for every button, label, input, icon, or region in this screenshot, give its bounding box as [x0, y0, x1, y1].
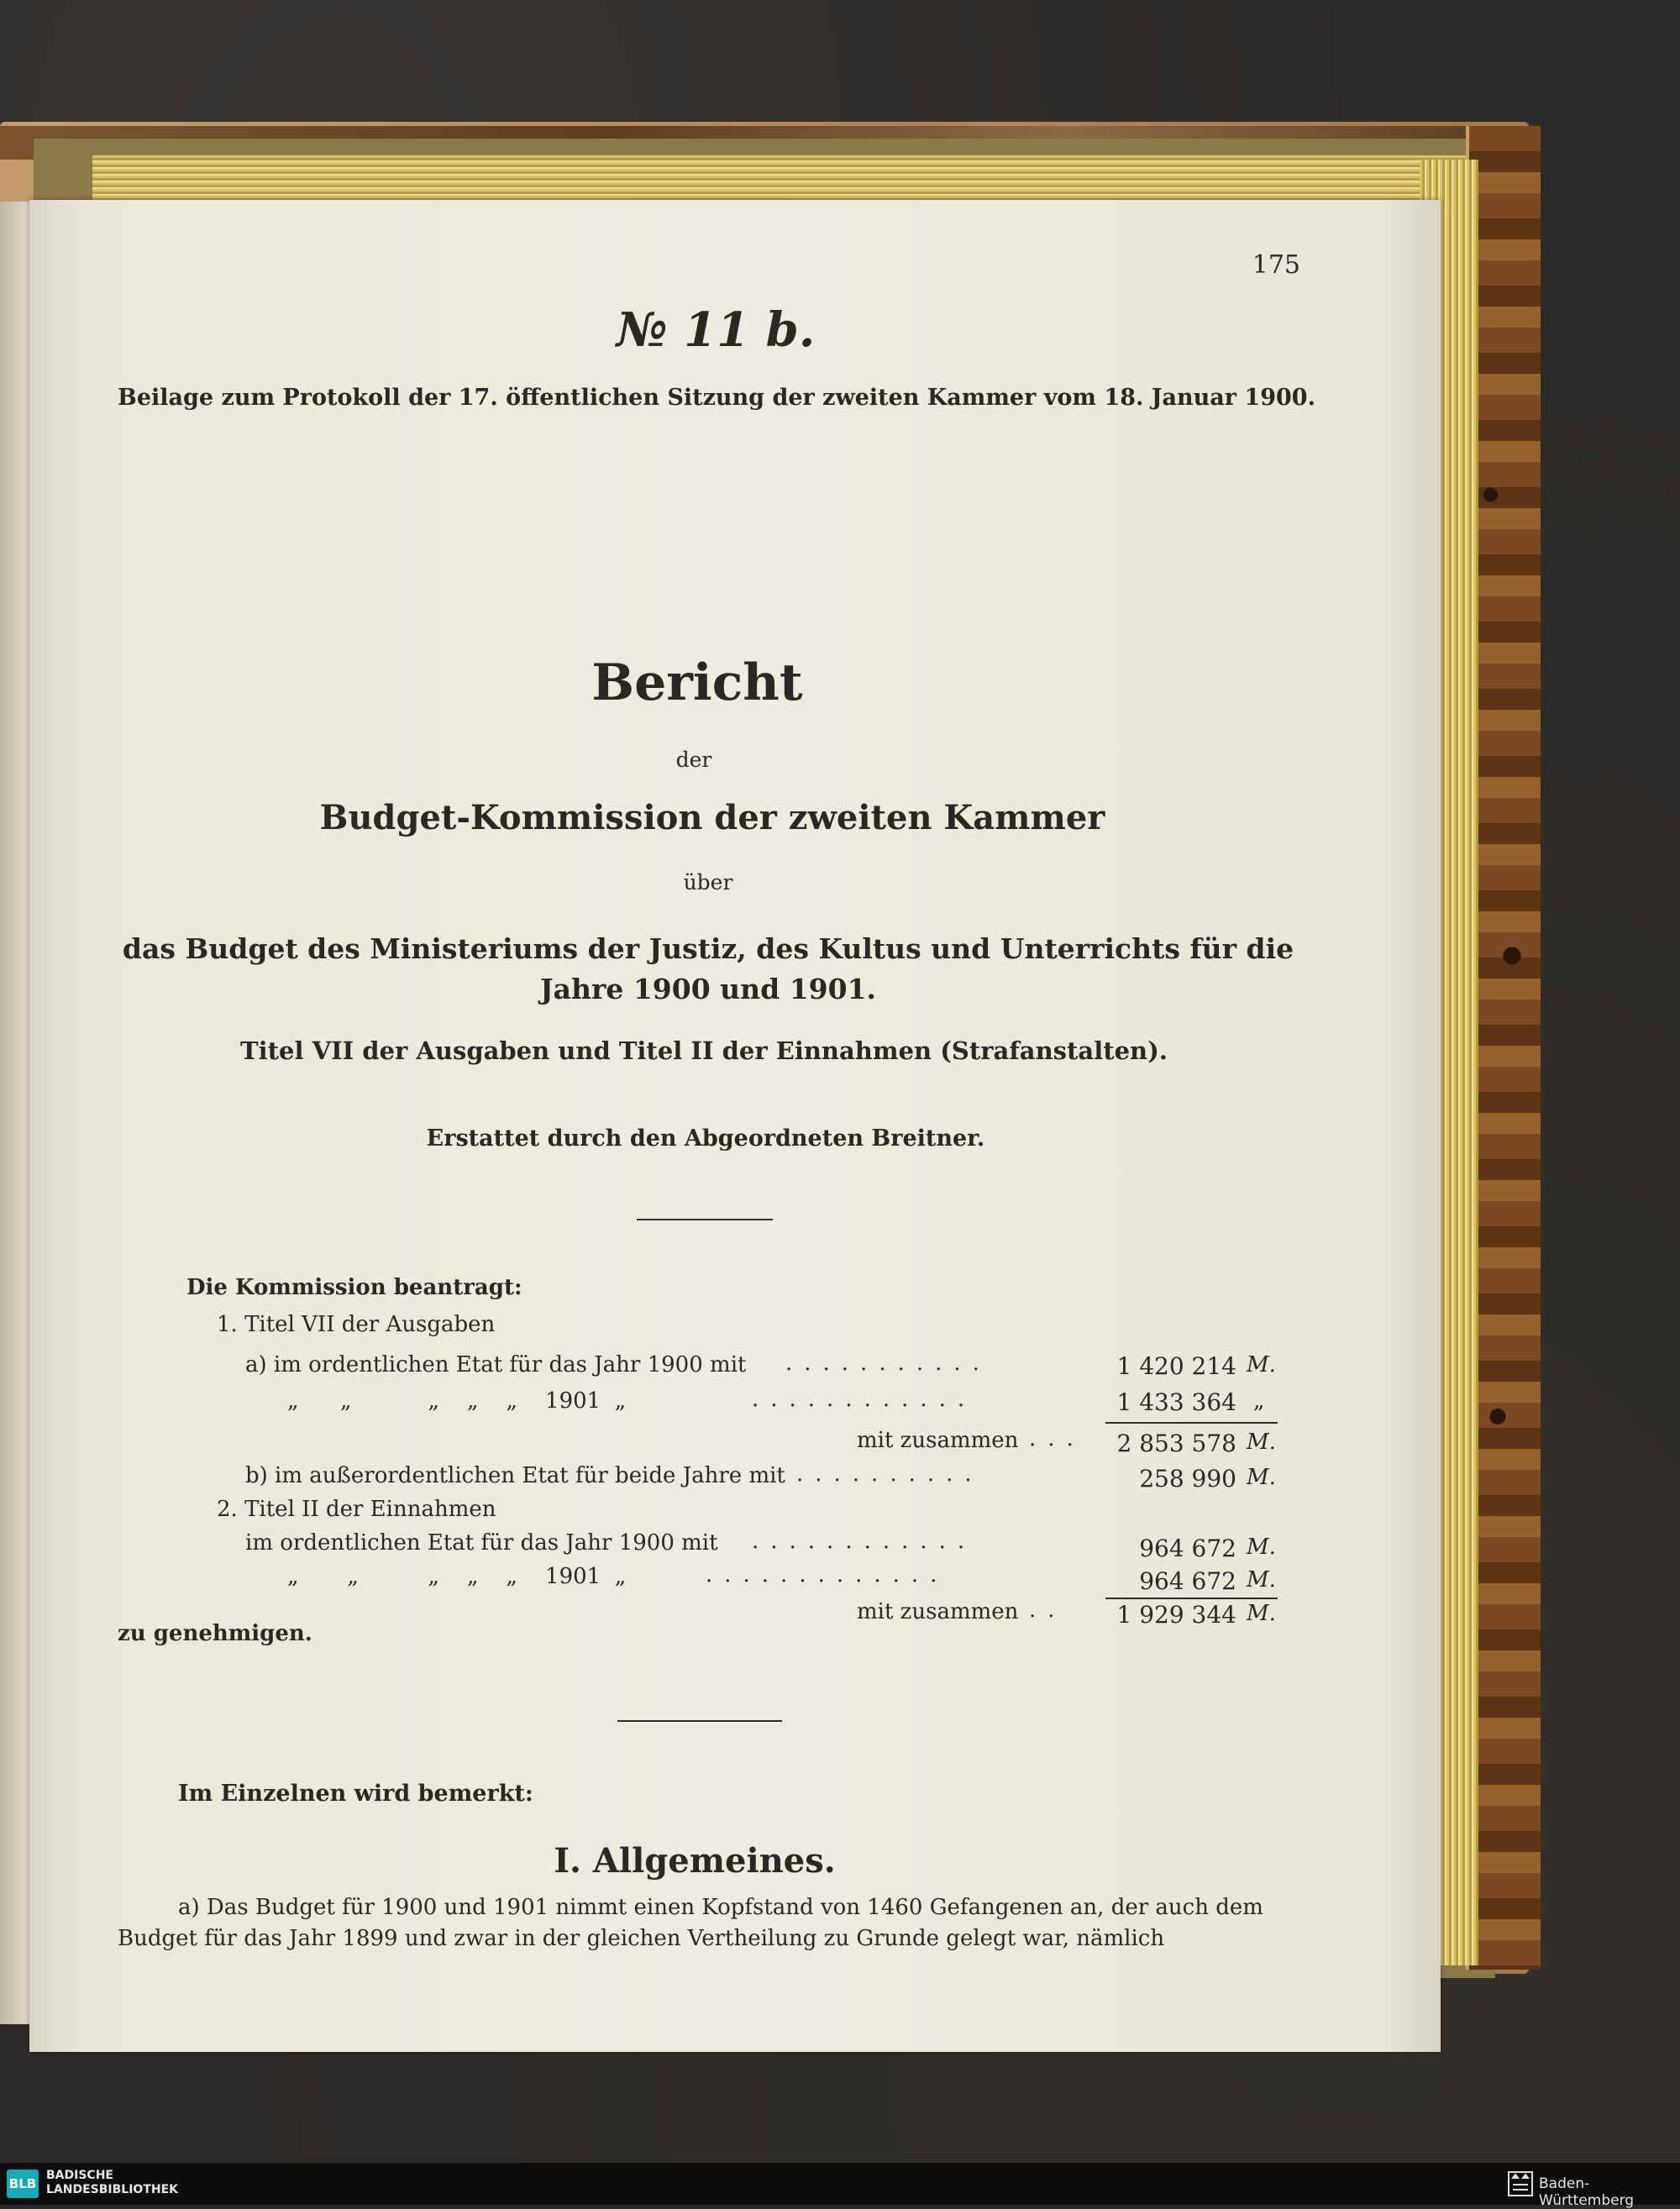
dot-leader: ..	[1029, 1598, 1067, 1623]
ditto2-line-value: 964 672	[1139, 1567, 1236, 1595]
divider-1	[637, 1219, 773, 1220]
sum-rule-1	[1105, 1422, 1278, 1424]
der-line: der	[675, 748, 712, 772]
report-title: Bericht	[591, 653, 803, 712]
remarks-intro: Im Einzelnen wird bemerkt:	[178, 1781, 533, 1807]
library-name[interactable]	[46, 2169, 178, 2197]
line-c-label: im ordentlichen Etat für das Jahr 1900 mit	[245, 1530, 718, 1556]
line-a-value: 1 420 214	[1116, 1352, 1236, 1380]
ditto2-line-label: „ „ „ „ „ 1901 „	[287, 1564, 627, 1589]
section-heading: I. Allgemeines.	[554, 1841, 836, 1881]
supplement-line: Beilage zum Protokoll der 17. öffentlichen Sitzung der zweiten Kammer vom 18. Januar 1900.	[118, 385, 1315, 411]
motion-closing: zu genehmigen.	[118, 1621, 312, 1646]
paragraph-line-1: a) Das Budget für 1900 und 1901 nimmt einen Kopfstand von 1460 Gefangenen an, der auch dem	[178, 1895, 1263, 1920]
blb-logo-icon[interactable]: BLB	[7, 2170, 39, 2198]
line-c-value: 964 672	[1139, 1535, 1236, 1562]
ueber-line: über	[683, 870, 733, 895]
divider-2	[617, 1720, 782, 1722]
baden-wuerttemberg-emblem-icon	[1506, 2170, 1535, 2198]
motion-item-1: 1. Titel VII der Ausgaben	[217, 1312, 496, 1337]
motion-intro: Die Kommission beantragt:	[186, 1275, 522, 1300]
budget-line-1: das Budget des Ministeriums der Justiz, des Kultus und Unterrichts für die	[122, 932, 1294, 965]
commission-name: Budget-Kommission der zweiten Kammer	[319, 798, 1105, 837]
motion-item-2: 2. Titel II der Einnahmen	[217, 1497, 496, 1522]
ditto-unit: „	[1253, 1388, 1265, 1414]
ditto-line-value: 1 433 364	[1116, 1388, 1236, 1416]
mark-unit: M.	[1247, 1535, 1276, 1560]
state-name[interactable]: Baden-Württemberg	[1539, 2175, 1635, 2209]
dot-leader: ............	[752, 1387, 977, 1412]
sum2-value: 1 929 344	[1116, 1601, 1236, 1629]
line-a-label: a) im ordentlichen Etat für das Jahr 1900 mit	[245, 1352, 747, 1377]
gilt-top-edge	[92, 155, 1478, 202]
sum1-value: 2 853 578	[1116, 1430, 1236, 1457]
dot-leader: .............	[706, 1562, 949, 1587]
dot-leader: ...	[1029, 1426, 1085, 1451]
page-number: 175	[1252, 250, 1300, 280]
rapporteur-line: Erstattet durch den Abgeordneten Breitner.	[426, 1125, 985, 1152]
line-b-label: b) im außerordentlichen Etat für beide Jahre mit	[245, 1463, 785, 1488]
line-b-value: 258 990	[1139, 1465, 1236, 1493]
sum2-label: mit zusammen	[857, 1599, 1019, 1624]
dot-leader: ...........	[785, 1351, 991, 1376]
mark-unit: M.	[1247, 1465, 1276, 1490]
footer-bar	[0, 2163, 1680, 2205]
mark-unit: M.	[1247, 1430, 1276, 1455]
mark-unit: M.	[1247, 1352, 1276, 1377]
dot-leader: ............	[752, 1529, 977, 1554]
dot-leader: ..........	[796, 1461, 984, 1487]
mark-unit: M.	[1247, 1567, 1276, 1592]
budget-line-2: Jahre 1900 und 1901.	[539, 973, 877, 1005]
library-name-line-2: LANDESBIBLIOTHEK	[46, 2183, 179, 2196]
sum1-label: mit zusammen	[857, 1428, 1019, 1453]
mark-unit: M.	[1247, 1601, 1276, 1626]
paragraph-line-2: Budget für das Jahr 1899 und zwar in der gleichen Vertheilung zu Grunde gelegt war, nämlich	[118, 1926, 1165, 1951]
ditto-line-label: „ „ „ „ „ 1901 „	[287, 1388, 627, 1414]
left-page-edge	[0, 202, 34, 2024]
titel-line: Titel VII der Ausgaben und Titel II der Einnahmen (Strafanstalten).	[240, 1036, 1168, 1065]
library-name-line-1: BADISCHE	[46, 2169, 113, 2182]
document-number: № 11 b.	[616, 302, 816, 358]
sum-rule-2	[1105, 1598, 1278, 1599]
